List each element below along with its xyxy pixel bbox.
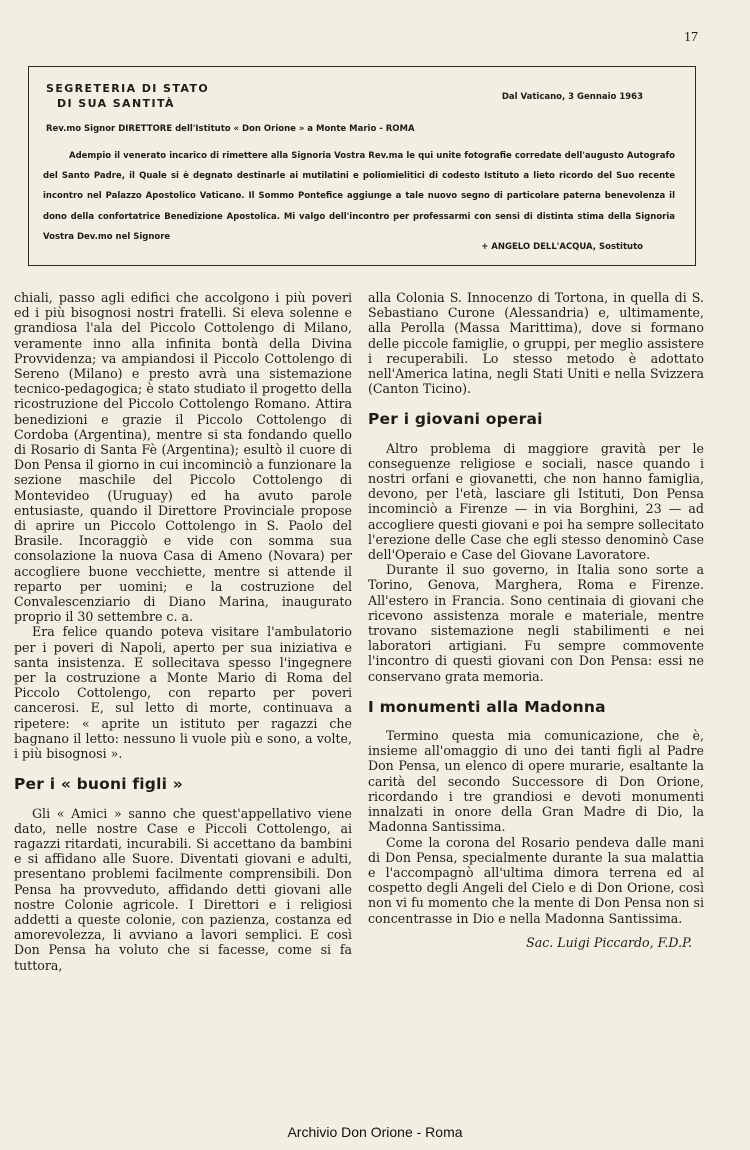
archive-footer: Archivio Don Orione - Roma xyxy=(287,1124,463,1140)
letter-office-title xyxy=(46,81,209,111)
right-paragraph-3: Durante il suo governo, in Italia sono sorte a Torino, Genova, Marghera, Roma e Firenze. All'estero in Francia. Sono centinaia di giovani che ricevono assistenza morale e materiale, mentre trovano sistemazione negli stabilimenti e nei laboratori artigiani. Fu sempre commovente l'incontro di questi giovani con Don Pensa: essi ne conservano grata memoria. xyxy=(368,562,704,684)
right-paragraph-2: Altro problema di maggiore gravità per le conseguenze religiose e sociali, nasce quando i nostri orfani e giovanetti, che non hanno famiglia, devono, per l'età, lasciare gli Istituti, Don Pensa incominciò a Firenze — in via Borghini, 23 — ad accogliere questi giovani e poi ha sempre sollecitato l'erezione delle Case che egli stesso denominò Case dell'Operaio e Case del Giovane Lavoratore. xyxy=(368,440,704,563)
right-paragraph-4: Termino questa mia comunicazione, che è, insieme all'omaggio di uno dei tanti figli al Padre Don Pensa, un elenco di opere murarie, esaltante la carità del secondo Successore di Don Orione, ricordando i tre grandiosi e devoti monumenti innalzati in onore della Gran Madre di Dio, la Madonna Santissima. xyxy=(368,728,704,835)
left-paragraph-2: Era felice quando poteva visitare l'ambulatorio per i poveri di Napoli, aperto per sua iniziativa e santa insistenza. E sollecitava spesso l'ingegnere per la costruzione a Monte Mario di Roma del Piccolo Cottolengo, con reparto per poveri cancerosi. E, sul letto di morte, continuava a ripetere: « aprite un istituto per ragazzi che bagnano il letto: nessuno li vuole più e sono, a volte, i più bisognosi ». xyxy=(14,624,352,762)
office-line-1: SEGRETERIA DI STATO xyxy=(46,82,210,95)
left-column xyxy=(14,290,352,973)
left-paragraph-1: chiali, passo agli edifici che accolgono i più poveri ed i più bisognosi nostri fratelli. Si eleva solenne e grandiosa l'ala del Piccolo Cottolengo di Milano, veramente inno alla infinita bontà della Divina Provvidenza; va ampiandosi il Piccolo Cottolengo di Sereno (Milano) e presto avrà una sistemazione tecnico-pedagogica; è stato studiato il progetto della ricostruzione del Piccolo Cottolengo Romano. Attira benedizioni e grazie il Piccolo Cottolengo di Cordoba (Argentina), mentre si sta fondando quello di Rosario di Santa Fè (Argentina); esultò il cuore di Don Pensa il giorno in cui incominciò a funzionare la sezione maschile del Piccolo Cottolengo di Montevideo (Uruguay) ed ha avuto parole entusiaste, quando il Direttore Provinciale propose di aprire un Piccolo Cottolengo in S. Paolo del Brasile. Incoraggiò e vide con somma sua consolazione la nuova Casa di Ameno (Novara) per accogliere buone vecchiette, mentre si attende il reparto per uomini; e la costruzione del Convalescenziario di Diano Marina, inaugurato proprio il 30 settembre c. a. xyxy=(14,290,352,625)
office-line-2: DI SUA SANTITÀ xyxy=(57,97,175,110)
vatican-letter-box xyxy=(28,66,696,266)
letter-date: Dal Vaticano, 3 Gennaio 1963 xyxy=(501,92,643,102)
right-column xyxy=(368,290,704,950)
right-paragraph-5: Come la corona del Rosario pendeva dalle mani di Don Pensa, specialmente durante la sua malattia e l'accompagnò all'ultima dimora terrena ed al cospetto degli Angeli del Cielo e di Don Orione, così non vi fu momento che la mente di Don Pensa non si concentrasse in Dio e nella Madonna Santissima. xyxy=(368,834,704,926)
left-paragraph-3: Gli « Amici » sanno che quest'appellativo viene dato, nelle nostre Case e Piccoli Cottolengo, ai ragazzi ritardati, incurabili. Si accettano da bambini e si affidano alle Suore. Diventati giovani e adulti, presentano problemi facilmente comprensibili. Don Pensa ha provveduto, affidando detti giovani alle nostre Colonie agricole. I Direttori e i religiosi addetti a queste colonie, con pazienza, costanza ed amorevolezza, li avviano a lavori semplici. E così Don Pensa ha voluto che si facesse, come si fa tuttora, xyxy=(14,805,352,973)
section-heading-monumenti: I monumenti alla Madonna xyxy=(368,697,606,716)
section-heading-buoni-figli: Per i « buoni figli » xyxy=(14,775,183,794)
page-number: 17 xyxy=(684,30,698,45)
letter-signature: + ANGELO DELL'ACQUA, Sostituto xyxy=(481,242,643,252)
article-author: Sac. Luigi Piccardo, F.D.P. xyxy=(526,934,692,950)
right-paragraph-1: alla Colonia S. Innocenzo di Tortona, in quella di S. Sebastiano Curone (Alessandria) e, ultimamente, alla Perolla (Massa Marittima), dove si formano delle piccole famiglie, o gruppi, per meglio assistere i recuperabili. Lo stesso metodo è adottato nell'America latina, negli Stati Uniti e nella Svizzera (Canton Ticino). xyxy=(368,290,704,397)
section-heading-giovani-operai: Per i giovani operai xyxy=(368,410,543,429)
letter-body: Adempio il venerato incarico di rimettere alla Signoria Vostra Rev.ma le qui unite fotografie corredate dell'augusto Autografo del Santo Padre, il Quale si è degnato destinarle ai mutilatini e poliomielitici di codesto Istituto a lieto ricordo del Suo recente incontro nel Palazzo Apostolico Vaticano. Il Sommo Pontefice aggiunge a tale nuovo segno di particolare paterna benevolenza il dono della confortatrice Benedizione Apostolica. Mi valgo dell'incontro per professarmi con sensi di distinta stima della Signoria Vostra Dev.mo nel Signore xyxy=(43,151,675,242)
letter-addressee: Rev.mo Signor DIRETTORE dell'Istituto « Don Orione » a Monte Mario - ROMA xyxy=(46,124,415,134)
